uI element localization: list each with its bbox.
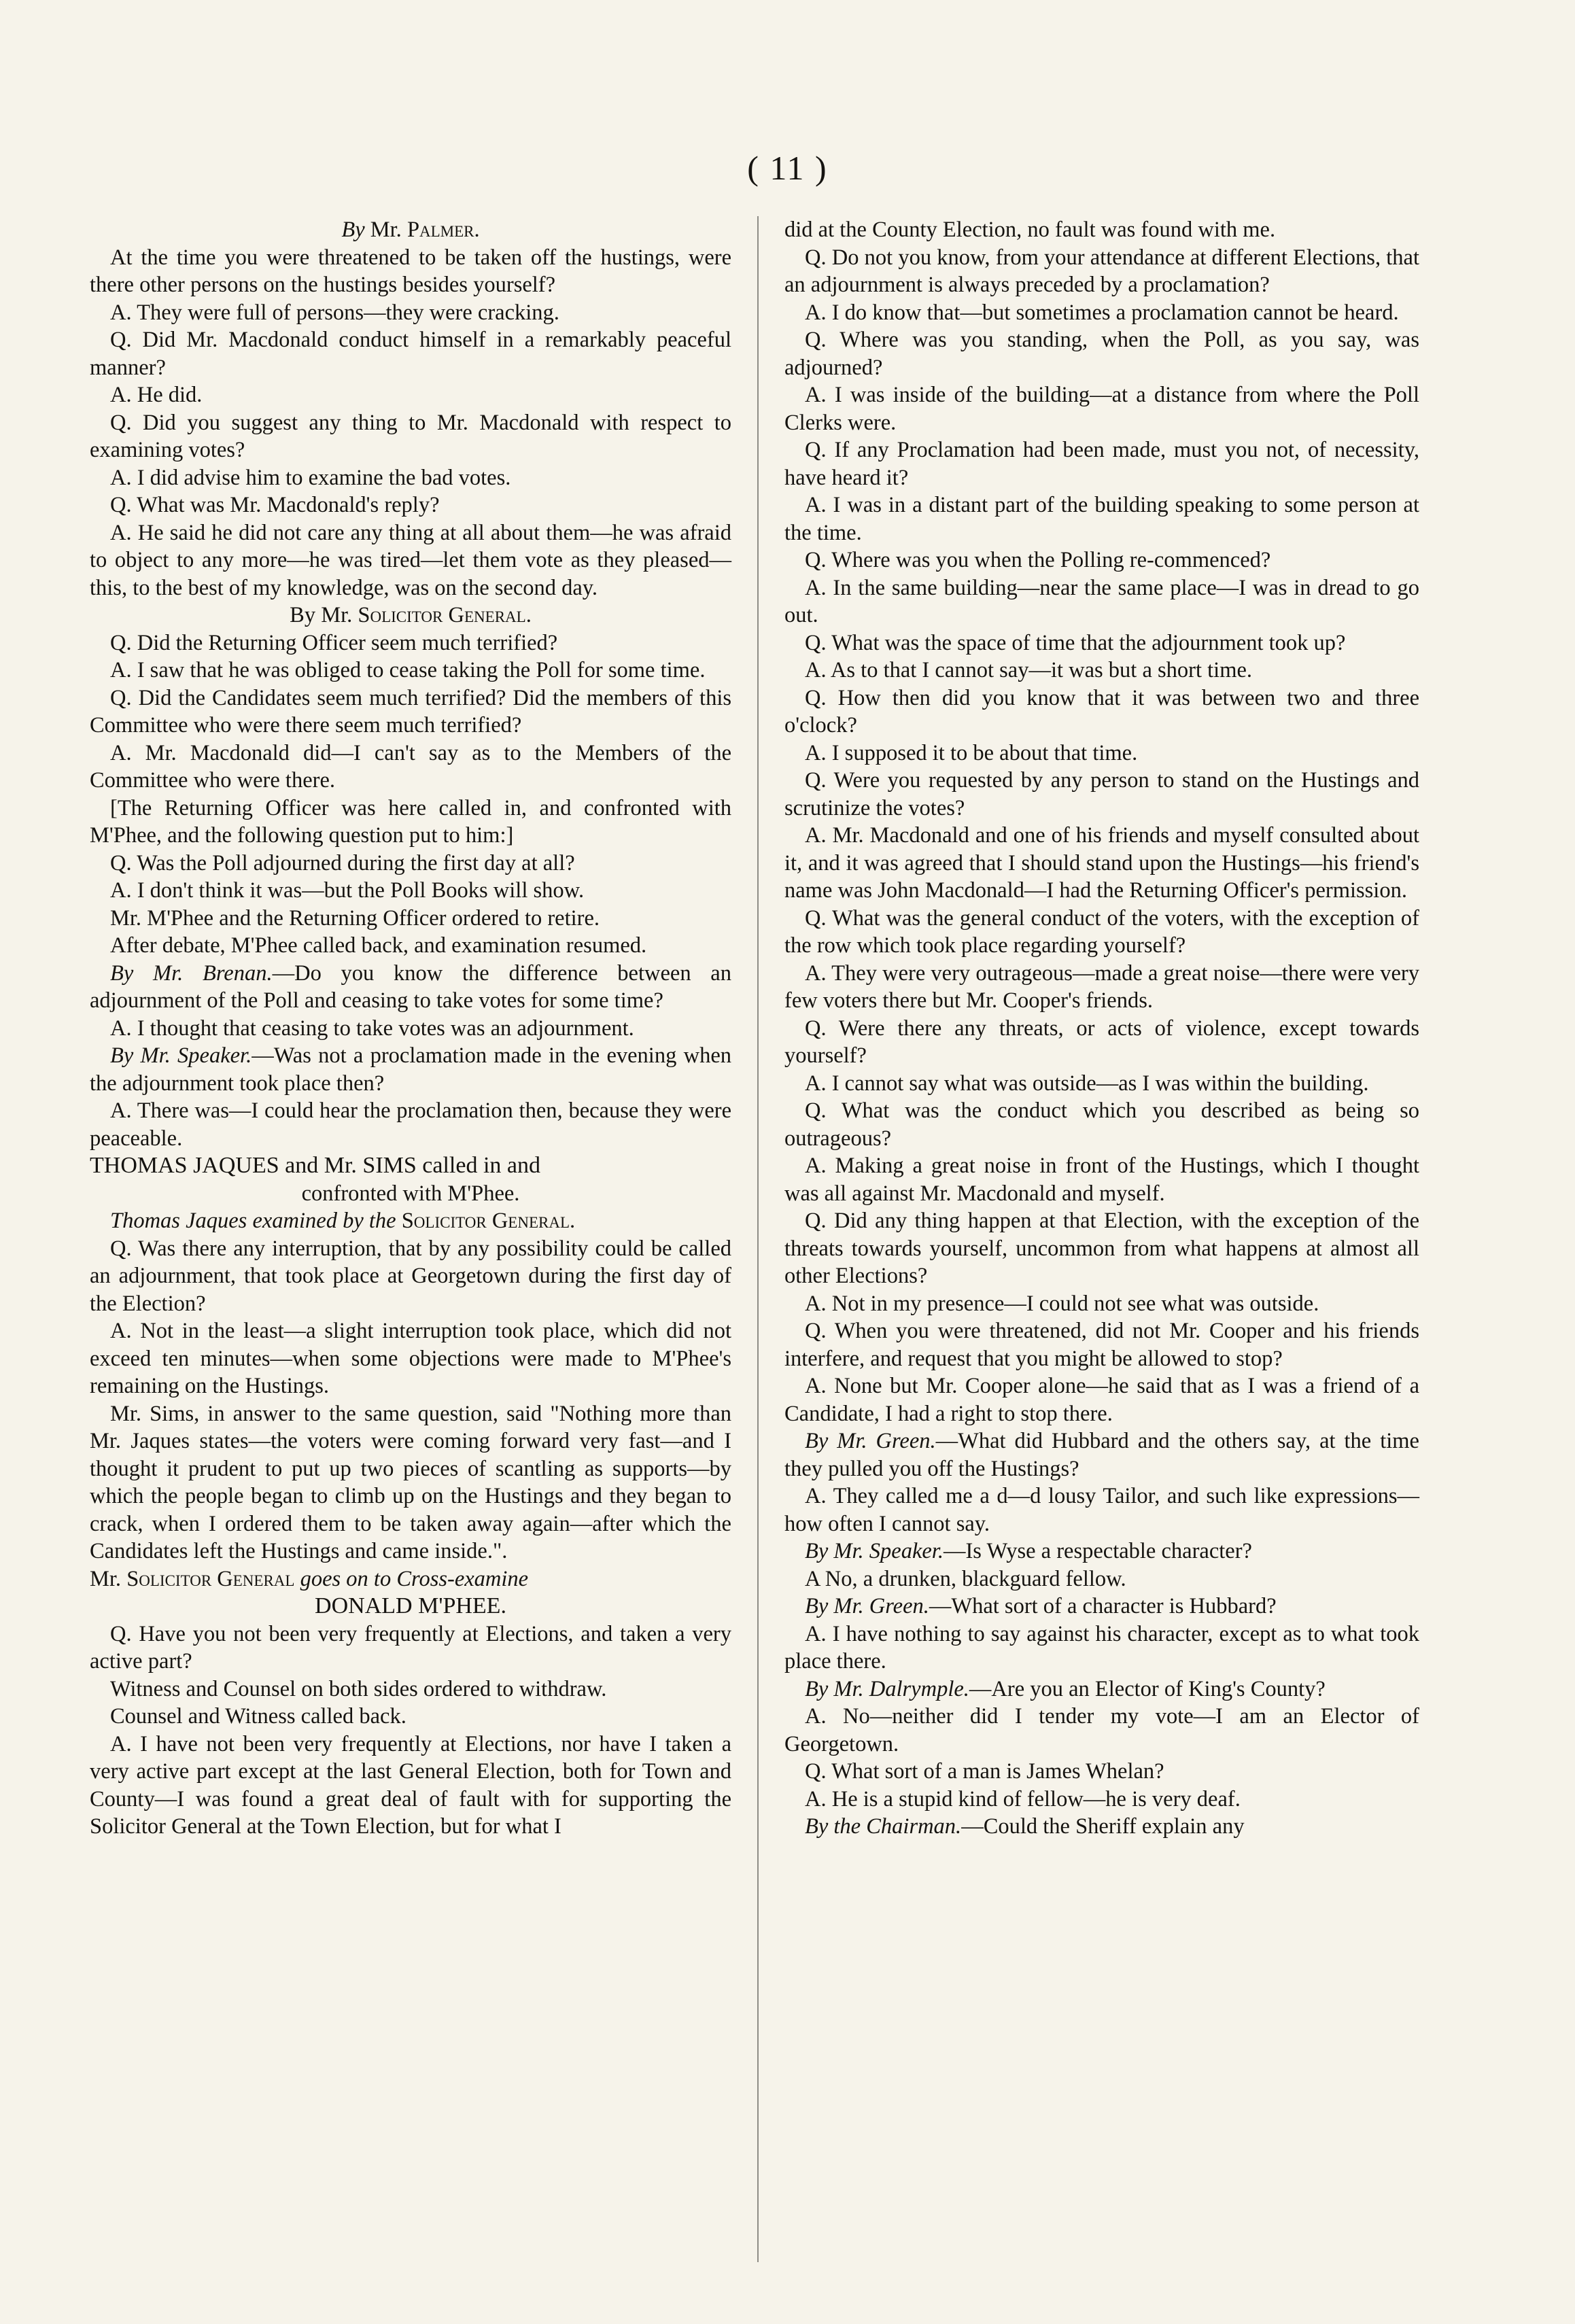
right-paragraph: Q. What was the space of time that the adjournment took up?	[805, 630, 1346, 655]
right-paragraph: A. As to that I cannot say—it was but a short time.	[805, 658, 1253, 682]
left-paragraph: A. I thought that ceasing to take votes was an adjournment.	[110, 1016, 634, 1041]
page-number: ( 11 )	[747, 149, 828, 187]
left-paragraph: A. He said he did not care any thing at all about them—he was afraid to object to any more—he was tired—let them vote as they pleased—this, to the best of my knowledge, was on the second day.	[90, 520, 731, 600]
right-paragraph: By Mr. Green.—What did Hubbard and the others say, at the time they pulled you off the Hustings?	[784, 1429, 1419, 1481]
right-paragraph: Q. What was the general conduct of the voters, with the exception of the row which took place regarding yourself?	[784, 905, 1419, 958]
right-paragraph: By Mr. Dalrymple.—Are you an Elector of King's County?	[805, 1676, 1326, 1701]
right-paragraph: A. Not in my presence—I could not see what was outside.	[805, 1291, 1319, 1316]
left-paragraph: A. There was—I could hear the proclamation then, because they were peaceable.	[90, 1098, 731, 1151]
left-paragraph: Q. Was the Poll adjourned during the first day at all?	[110, 850, 575, 875]
right-paragraph: Q. What was the conduct which you described as being so outrageous?	[784, 1098, 1419, 1151]
right-paragraph: Q. What sort of a man is James Whelan?	[805, 1759, 1164, 1784]
left-paragraph: Q. Did Mr. Macdonald conduct himself in a remarkably peaceful manner?	[90, 328, 731, 380]
left-paragraph: By Mr. Brenan.—Do you know the difference between an adjournment of the Poll and ceasing to take votes for some time?	[90, 960, 731, 1013]
left-paragraph: By Mr. Palmer.	[341, 218, 480, 242]
right-paragraph: A. I cannot say what was outside—as I was within the building.	[805, 1071, 1369, 1096]
left-paragraph: confronted with M'Phee.	[301, 1181, 520, 1206]
right-paragraph: Q. Were there any threats, or acts of violence, except towards yourself?	[784, 1016, 1419, 1068]
left-paragraph: Q. Was there any interruption, that by any possibility could be called an adjournment, that took place at Georgetown during the first day of the Election?	[90, 1236, 731, 1316]
left-paragraph: Q. Did you suggest any thing to Mr. Macdonald with respect to examining votes?	[90, 410, 731, 462]
right-paragraph: A. Mr. Macdonald and one of his friends and myself consulted about it, and it was agreed that I should stand upon the Hustings—his friend's name was John Macdonald—I had the Returning Officer's permission.	[784, 823, 1419, 903]
right-paragraph: A. I have nothing to say against his character, except as to what took place there.	[784, 1621, 1419, 1673]
left-paragraph: A. Not in the least—a slight interruption took place, which did not exceed ten minutes—when some objections were made to M'Phee's remaining on the Hustings.	[90, 1319, 731, 1398]
right-paragraph: did at the County Election, no fault was found with me.	[784, 218, 1276, 242]
right-paragraph: Q. Where was you standing, when the Poll, as you say, was adjourned?	[784, 328, 1419, 380]
left-paragraph: Mr. Solicitor General goes on to Cross-examine	[90, 1566, 529, 1591]
left-paragraph: Thomas Jaques examined by the Solicitor General.	[110, 1209, 576, 1233]
left-paragraph: After debate, M'Phee called back, and examination resumed.	[110, 933, 647, 958]
left-paragraph: At the time you were threatened to be taken off the hustings, were there other persons on the hustings besides yourself?	[90, 245, 731, 297]
left-paragraph: By Mr. Speaker.—Was not a proclamation made in the evening when the adjournment took place then?	[90, 1043, 731, 1096]
right-paragraph: A. Making a great noise in front of the Hustings, which I thought was all against Mr. Macdonald and myself.	[784, 1154, 1419, 1206]
right-paragraph: Q. Were you requested by any person to stand on the Hustings and scrutinize the votes?	[784, 768, 1419, 820]
left-paragraph: A. They were full of persons—they were cracking.	[110, 300, 559, 325]
left-paragraph: DONALD M'PHEE.	[315, 1593, 506, 1618]
right-paragraph: A. I was inside of the building—at a distance from where the Poll Clerks were.	[784, 383, 1419, 435]
right-paragraph: A. None but Mr. Cooper alone—he said that as I was a friend of a Candidate, I had a right to stop there.	[784, 1374, 1419, 1426]
left-paragraph: Witness and Counsel on both sides ordered to withdraw.	[110, 1676, 607, 1701]
left-paragraph: A. I don't think it was—but the Poll Books will show.	[110, 878, 585, 903]
left-paragraph: A. He did.	[110, 383, 203, 407]
right-paragraph: A. I do know that—but sometimes a proclamation cannot be heard.	[805, 300, 1399, 325]
left-paragraph: Mr. M'Phee and the Returning Officer ordered to retire.	[110, 905, 600, 931]
right-paragraph: Q. How then did you know that it was between two and three o'clock?	[784, 685, 1419, 738]
left-paragraph: A. Mr. Macdonald did—I can't say as to the Members of the Committee who were there.	[90, 740, 731, 793]
left-column	[90, 216, 731, 1841]
right-paragraph: A. He is a stupid kind of fellow—he is very deaf.	[805, 1786, 1241, 1811]
right-paragraph: By Mr. Speaker.—Is Wyse a respectable character?	[805, 1539, 1252, 1563]
left-paragraph: THOMAS JAQUES and Mr. SIMS called in and	[90, 1153, 540, 1178]
left-paragraph: Mr. Sims, in answer to the same question, said "Nothing more than Mr. Jaques states—the voters were coming forward very fast—and I thought it prudent to put up two pieces of scantling as supports—by which the people began to climb up on the Hustings and they began to crack, when I ordered them to be taken away again—after which the Candidates left the Hustings and came inside.".	[90, 1401, 731, 1563]
right-paragraph: By the Chairman.—Could the Sheriff explain any	[805, 1814, 1245, 1839]
right-paragraph: By Mr. Green.—What sort of a character is Hubbard?	[805, 1594, 1277, 1618]
left-paragraph: Counsel and Witness called back.	[110, 1704, 406, 1729]
right-paragraph: Q. If any Proclamation had been made, must you not, of necessity, have heard it?	[784, 438, 1419, 490]
left-paragraph: Q. Did the Returning Officer seem much terrified?	[110, 630, 558, 655]
left-paragraph: A. I did advise him to examine the bad votes.	[110, 465, 511, 490]
right-paragraph: A. They called me a d—d lousy Tailor, and such like expressions—how often I cannot say.	[784, 1484, 1419, 1536]
left-paragraph: A. I saw that he was obliged to cease taking the Poll for some time.	[110, 658, 706, 682]
right-paragraph: Q. Do not you know, from your attendance at different Elections, that an adjournment is always preceded by a proclamation?	[784, 245, 1419, 297]
right-paragraph: Q. Did any thing happen at that Election, with the exception of the threats towards yourself, uncommon from what happens at almost all other Elections?	[784, 1209, 1419, 1288]
right-paragraph: A. In the same building—near the same place—I was in dread to go out.	[784, 575, 1419, 627]
right-column	[784, 216, 1419, 1841]
right-paragraph: A. They were very outrageous—made a great noise—there were very few voters there but Mr. Cooper's friends.	[784, 960, 1419, 1013]
right-paragraph: A No, a drunken, blackguard fellow.	[805, 1566, 1126, 1591]
right-paragraph: A. I supposed it to be about that time.	[805, 740, 1138, 765]
left-paragraph: A. I have not been very frequently at Elections, nor have I taken a very active part except at the last General Election, both for Town and County—I was found a great deal of fault with for supporting the Solicitor General at the Town Election, but for what I	[90, 1731, 731, 1839]
right-paragraph: A. No—neither did I tender my vote—I am an Elector of Georgetown.	[784, 1704, 1419, 1756]
left-paragraph: Q. Did the Candidates seem much terrified? Did the members of this Committee who were there seem much terrified?	[90, 685, 731, 738]
left-paragraph: Q. What was Mr. Macdonald's reply?	[110, 493, 440, 517]
left-paragraph: [The Returning Officer was here called in, and confronted with M'Phee, and the following question put to him:]	[90, 795, 731, 848]
right-paragraph: A. I was in a distant part of the building speaking to some person at the time.	[784, 493, 1419, 545]
column-divider	[757, 216, 759, 2262]
left-paragraph: Q. Have you not been very frequently at Elections, and taken a very active part?	[90, 1621, 731, 1673]
left-paragraph: By Mr. Solicitor General.	[290, 603, 532, 627]
right-paragraph: Q. Where was you when the Polling re-commenced?	[805, 548, 1271, 572]
right-paragraph: Q. When you were threatened, did not Mr. Cooper and his friends interfere, and request that you might be allowed to stop?	[784, 1319, 1419, 1371]
